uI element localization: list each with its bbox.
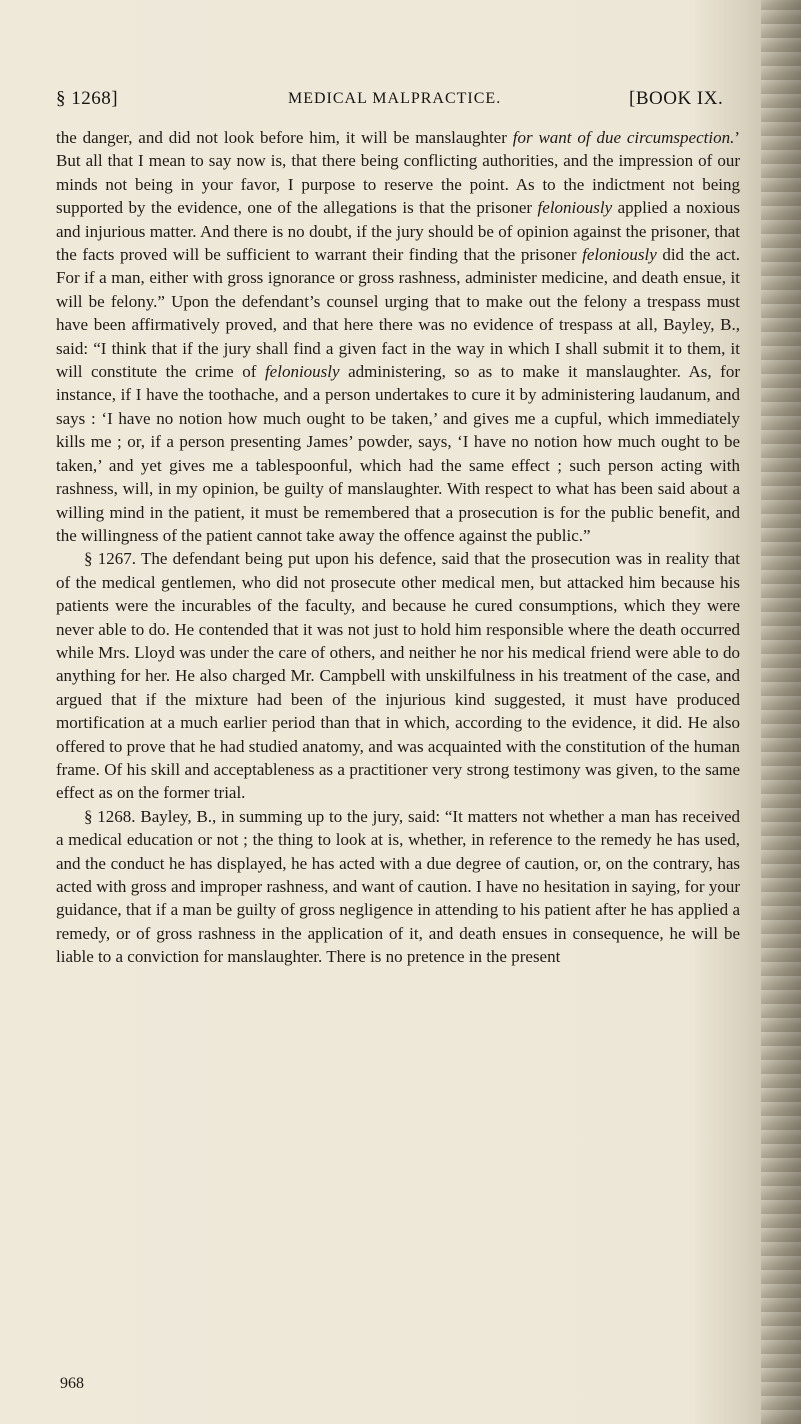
header-book-number: [BOOK IX.	[629, 88, 724, 109]
paragraph-1267: § 1267. The defendant being put upon his defence, said that the prosecution was in reality that of the medical gentlemen, who did not prosecute other medical men, but attacked him because his patients were the incurables of the faculty, and because he cured consumptions, which they were never able to do. He contended that it was not just to hold him responsible where the death occurred while Mrs. Lloyd was under the care of others, and neither he nor his medical friend were able to do anything for her. He also charged Mr. Campbell with unskilfulness in his treatment of the case, and argued that if the mixture had been of the injurious kind suggested, it must have produced mortification at a much earlier period than that in which, according to the evidence, it did. He also offered to prove that he had studied anatomy, and was acquainted with the constitution of the human frame. Of his skill and acceptableness as a practitioner very strong testimony was given, to the same effect as on the former trial.	[56, 549, 740, 803]
paragraph-1-italic-1: for want of due circumspection.	[512, 128, 735, 147]
paragraph-1-italic-4: feloniously	[264, 362, 340, 382]
paragraph-1-italic-3: feloniously	[582, 245, 657, 265]
paragraph-1	[56, 126, 740, 547]
paragraph-1-italic-2: feloniously	[537, 198, 613, 218]
paragraph-1-text-2: ’ But all that I mean to say now is, that there being conflicting authorities, and the impression of our minds not being in your favor, I purpose to reserve the point. As to the indictment not being supported by the evidence, one of the allegations is that the prisoner	[56, 128, 741, 218]
page-number: 968	[60, 1375, 84, 1392]
paragraph-1-text-5: administering, so as to make it manslaughter. As, for instance, if I have the toothache, and a person undertakes to cure it by administering laudanum, and says : ‘I have no notion how much ought to be taken,’ and gives me a cupful, which immediately kills me ; or, if a person presenting James’ powder, says, ‘I have no notion how much ought to be taken,’ and yet gives me a tablespoonful, which had the same effect ; such person acting with rashness, will, in my opinion, be guilty of manslaughter. With respect to what has been said about a willing mind in the patient, it must be remembered that a prosecution is for the public benefit, and the willingness of the patient cannot take away the offence against the public.”	[56, 362, 740, 545]
header-title: MEDICAL MALPRACTICE.	[288, 90, 502, 107]
paragraph-1-text-4: did the act. For if a man, either with gross ignorance or gross rashness, administer medicine, and death ensue, it will be felony.” Upon the defendant’s counsel urging that to make out the felony a trespass must have been affirmatively proved, and that here there was no evidence of trespass at all, Bayley, B., said: “I think that if the jury shall find a given fact in the way in which I shall submit it to them, it will constitute the crime of	[56, 245, 740, 382]
paragraph-1-text-1: the danger, and did not look before him, it will be manslaughter	[56, 128, 513, 147]
page-body	[56, 126, 740, 969]
running-header	[56, 88, 740, 112]
page-edge-shadow	[761, 0, 801, 1424]
paragraph-1-text-3: applied a noxious and injurious matter. And there is no doubt, if the jury should be of opinion against the prisoner, that the facts proved will be sufficient to warrant their finding that the prisoner	[56, 198, 740, 265]
paragraph-1268: § 1268. Bayley, B., in summing up to the jury, said: “It matters not whether a man has received a medical education or not ; the thing to look at is, whether, in reference to the remedy he has used, and the conduct he has displayed, he has acted with a due degree of caution, or, on the contrary, has acted with gross and improper rashness, and want of caution. I have no hesitation in saying, for your guidance, that if a man be guilty of gross negligence in attending to his patient after he has applied a remedy, or of gross rashness in the application of it, and death ensues in consequence, he will be liable to a conviction for manslaughter. There is no pretence in the present	[56, 806, 740, 967]
header-section-number: § 1268]	[56, 88, 119, 109]
